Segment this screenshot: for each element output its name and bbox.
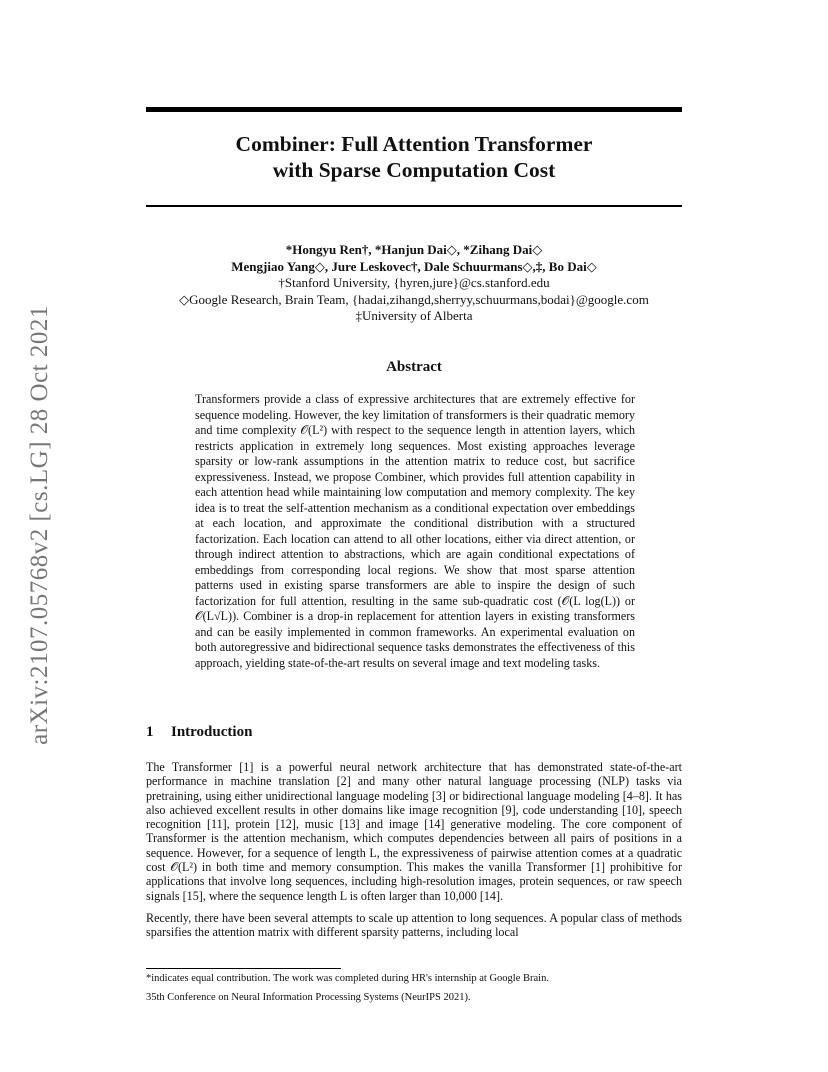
author-line-2: Mengjiao Yang◇, Jure Leskovec†, Dale Schuurmans◇,‡, Bo Dai◇	[231, 258, 597, 274]
intro-paragraph-2: Recently, there have been several attempts to scale up attention to long sequences. A popular class of methods sparsifies the attention matrix with different sparsity patterns, including local	[146, 910, 682, 940]
intro-paragraph-1: The Transformer [1] is a powerful neural network architecture that has demonstrated state-of-the-art performance in machine translation [2] and many other natural language processing (NLP) tasks via pretraining, using either unidirectional language modeling [3] or bidirectional language modeling [4–8]. It has also achieved excellent results in other domains like image recognition [9], code understanding [10], speech recognition [11], protein [12], music [13] and image [14] generative modeling. The core component of Transformer is the attention mechanism, which computes dependencies between all pairs of positions in a sequence. However, for a sequence of length L, the expressiveness of pairwise attention comes at a quadratic cost 𝒪(L²) in both time and memory consumption. This makes the vanilla Transformer [1] prohibitive for applications that involve long sequences, including high-resolution images, protein sequences, or raw speech signals [15], where the sequence length L is often larger than 10,000 [14].	[146, 760, 682, 903]
section-number: 1	[146, 724, 154, 740]
author-block	[146, 242, 682, 325]
title-line-1: Combiner: Full Attention Transformer	[235, 132, 593, 156]
abstract-body	[195, 392, 635, 671]
title-bottom-rule	[146, 205, 682, 207]
abstract-text: Transformers provide a class of expressive architectures that are extremely effective for sequence modeling. However, the key limitation of transformers is their quadratic memory and time complexity 𝒪(L²) with respect to the sequence length in attention layers, which restricts application in extremely long sequences. Most existing approaches leverage sparsity or low-rank assumptions in the attention matrix to reduce cost, but sacrifice expressiveness. Instead, we propose Combiner, which provides full attention capability in each attention head while maintaining low computation and memory complexity. The key idea is to treat the self-attention mechanism as a conditional expectation over embeddings at each location, and approximate the conditional distribution with a structured factorization. Each location can attend to all other locations, either via direct attention, or through indirect attention to abstractions, which are again conditional expectations of embeddings from corresponding local regions. We show that most sparse attention patterns used in existing sparse transformers are able to inspire the design of such factorization for full attention, resulting in the same sub-quadratic cost (𝒪(L log(L)) or 𝒪(L√L)). Combiner is a drop-in replacement for attention layers in existing transformers and can be easily implemented in common frameworks. An experimental evaluation on both autoregressive and bidirectional sequence tasks demonstrates the effectiveness of this approach, yielding state-of-the-art results on several image and text modeling tasks.	[195, 392, 635, 670]
paper-title	[146, 131, 682, 183]
arxiv-identifier	[22, 290, 58, 760]
section-heading	[146, 724, 252, 741]
arxiv-stamp-text: arXiv:2107.05768v2 [cs.LG] 28 Oct 2021	[26, 305, 54, 745]
title-line-2: with Sparse Computation Cost	[272, 158, 556, 182]
title-top-rule	[146, 107, 682, 112]
footnote-rule	[146, 968, 341, 969]
section-title: Introduction	[171, 724, 253, 740]
affiliation-stanford: †Stanford University, {hyren,jure}@cs.stanford.edu	[278, 275, 550, 290]
footnote: *indicates equal contribution. The work was completed during HR's internship at Google Brain.	[146, 973, 549, 984]
affiliation-alberta: ‡University of Alberta	[355, 308, 473, 323]
abstract-heading: Abstract	[386, 359, 442, 375]
conference-note: 35th Conference on Neural Information Processing Systems (NeurIPS 2021).	[146, 992, 471, 1003]
introduction-body	[146, 760, 682, 948]
affiliation-google: ◇Google Research, Brain Team, {hadai,zihangd,sherryy,schuurmans,bodai}@google.com	[179, 291, 649, 307]
author-line-1: *Hongyu Ren†, *Hanjun Dai◇, *Zihang Dai◇	[285, 242, 543, 257]
